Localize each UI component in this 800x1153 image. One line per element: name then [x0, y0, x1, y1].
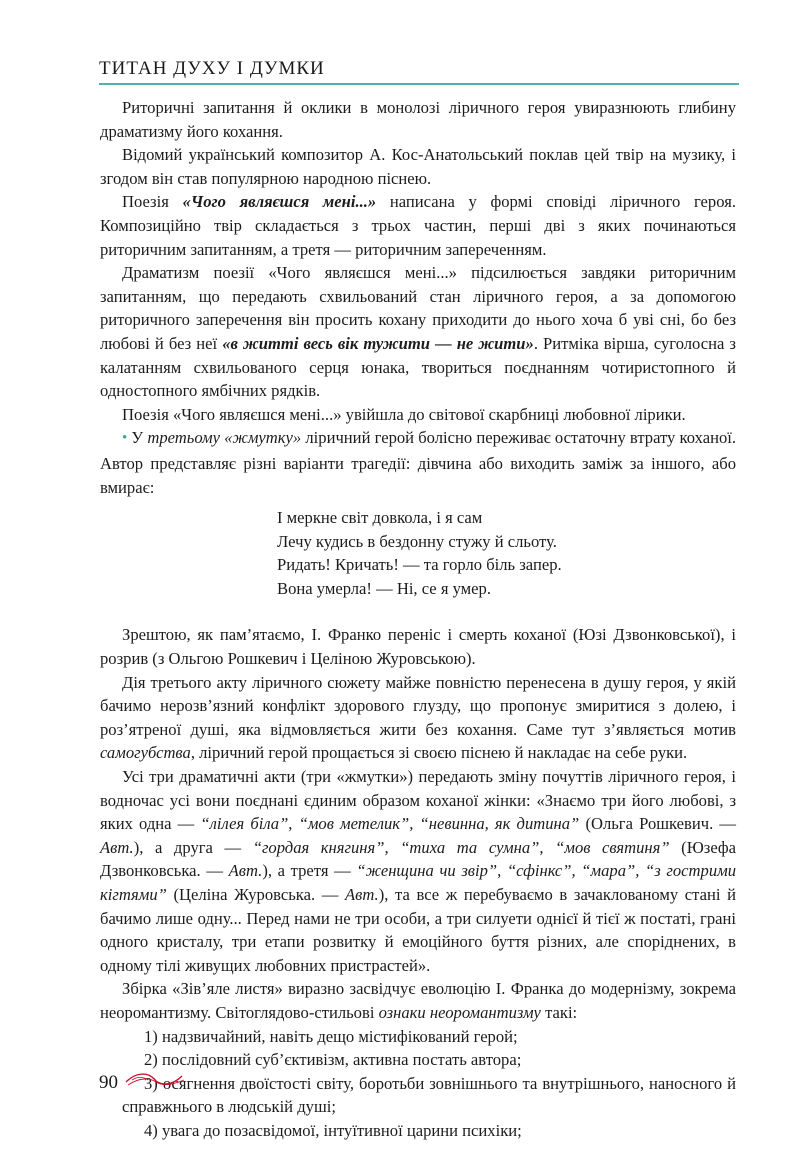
text-run: ), а друга — — [133, 837, 253, 857]
list-item: 4) увага до позасвідомої, інтуїтивної царини психіки; — [144, 1120, 522, 1140]
paragraph-6 — [100, 426, 736, 499]
quote-epithets: “лілея біла”, “мов метелик”, “невинна, як дитина” — [200, 814, 580, 834]
text-run: Драматизм поезії «Чого являєшся мені...» підсилюється завдяки риторичним запитанням, що передають схвильований стан ліричного героя, а за допомогою риторичного заперечення він просить кохану приходити до нього хоча б уві сні, бо без любові й без неї — [100, 263, 736, 353]
quote-epithets: “женщина чи звір”, “сфінкс”, “мара”, “з гострими кігтями” — [100, 861, 736, 904]
text-run: ліричний герой болісно переживає остаточну втрату коханої. Автор представляє різні варіанти трагедії: дівчина або виходить заміж за іншого, або вмирає: — [100, 428, 737, 497]
text-run: такі: — [540, 1002, 578, 1022]
text-run: . Ритміка вірша, суголосна з калатанням схвильованого серця юнака, твориться поєднанням чотиристопного й одностопного ямбічних рядків. — [100, 333, 736, 401]
list-item: 3) осягнення двоїстості світу, боротьби зовнішнього та внутрішнього, наносного й справжнього в людській душі; — [122, 1073, 736, 1117]
verse-line: Вона умерла! — Ні, се я умер. — [277, 578, 491, 598]
paragraph-4 — [100, 261, 736, 403]
paragraph-7: Зрештою, як пам’ятаємо, І. Франко переніс і смерть коханої (Юзі Дзвонковської), і розрив (з Ольгою Рошкевич і Целіною Журовською). — [100, 625, 736, 669]
quote-epithets: “гордая княгиня”, “тиха та сумна”, “мов святиня” — [252, 837, 670, 857]
paragraph-1: Риторичні запитання й оклики в монолозі ліричного героя увиразнюють глибину драматизму його кохання. — [100, 98, 736, 141]
flourish-ornament-icon — [124, 1068, 186, 1090]
paragraph-10 — [100, 977, 736, 1024]
text-run: (Юзефа Дзвонковська. — — [100, 837, 736, 881]
list-item: 1) надзвичайний, навіть дещо містифікований герой; — [144, 1026, 518, 1046]
text-run: , ліричний герой прощається зі своєю піснею й накладає на себе руки. — [190, 743, 688, 763]
paragraph-5: Поезія «Чого являєшся мені...» увійшла до світової скарбниці любовної лірики. — [122, 404, 686, 424]
author-note: Авт. — [100, 837, 134, 857]
poem-quote: «в житті весь вік тужити — не жити» — [222, 333, 534, 353]
emphasis-term: ознаки неоромантизму — [378, 1002, 541, 1022]
page-number: 90 — [99, 1072, 118, 1093]
header-rule — [99, 83, 739, 85]
emphasis-term: третьому «жмутку» — [147, 428, 302, 448]
paragraph-3 — [100, 190, 736, 261]
text-run: Збірка «Зів’яле листя» виразно засвідчує еволюцію І. Франка до модернізму, зокрема неоромантизму. Світоглядово-стильові — [100, 979, 736, 1022]
emphasis-term: самогубства — [100, 743, 191, 763]
verse-line: Лечу кудись в бездонну стужу й сльоту. — [277, 531, 557, 551]
text-run: ), та все ж перебуваємо в зачаклованому стані й бачимо лише одну... Перед нами не три особи, а три силуети однієї й тієї ж постаті, грані одного кристалу, три етапи розвитку й емоційного буття різних, але споріднених, в одному тілі живущих любовних пристрастей». — [100, 885, 736, 975]
page-content — [100, 96, 736, 1143]
text-run: (Ольга Рошкевич. — — [579, 814, 736, 834]
verse-line: І меркне світ довкола, і я сам — [277, 508, 483, 528]
text-run: Усі три драматичні акти (три «жмутки») передають зміну почуттів ліричного героя, і водночас усі вони поєднані єдиним образом коханої жінки: «Знаємо три його любові, з яких одна — — [100, 767, 736, 834]
paragraph-9 — [100, 765, 736, 977]
author-note: Авт. — [345, 885, 379, 904]
paragraph-2: Відомий український композитор А. Кос-Анатольський поклав цей твір на музику, і згодом він став популярною народною піснею. — [100, 145, 736, 188]
poem-title: «Чого являєшся мені...» — [182, 192, 377, 212]
running-header: ТИТАН ДУХУ І ДУМКИ — [99, 58, 325, 79]
verse-block — [277, 506, 736, 600]
text-run: (Целіна Журовська. — — [166, 885, 345, 904]
verse-line: Ридать! Кричать! — та горло біль запер. — [277, 555, 562, 575]
list-item: 2) послідовний суб’єктивізм, активна постать автора; — [144, 1050, 522, 1070]
text-run: написана у формі сповіді ліричного героя. Композиційно твір складається з трьох частин, перші дві з яких починаються риторичним запитанням, а третя — риторичним запереченням. — [100, 192, 736, 259]
paragraph-8 — [100, 671, 736, 765]
bullet-icon: • — [122, 430, 128, 447]
author-note: Авт. — [228, 861, 263, 881]
text-run: ), а третя — — [262, 861, 357, 881]
text-run: Дія третього акту ліричного сюжету майже повністю перенесена в душу героя, у якій бачимо нерозв’язний конфлікт здорового глузду, що пропонує змиритися з долею, і роз’ятреної душі, яка відмовляється жити без кохання. Саме тут з’являється мотив — [100, 672, 736, 739]
text-run: У — [127, 428, 148, 448]
text-run: Поезія — [122, 192, 183, 212]
